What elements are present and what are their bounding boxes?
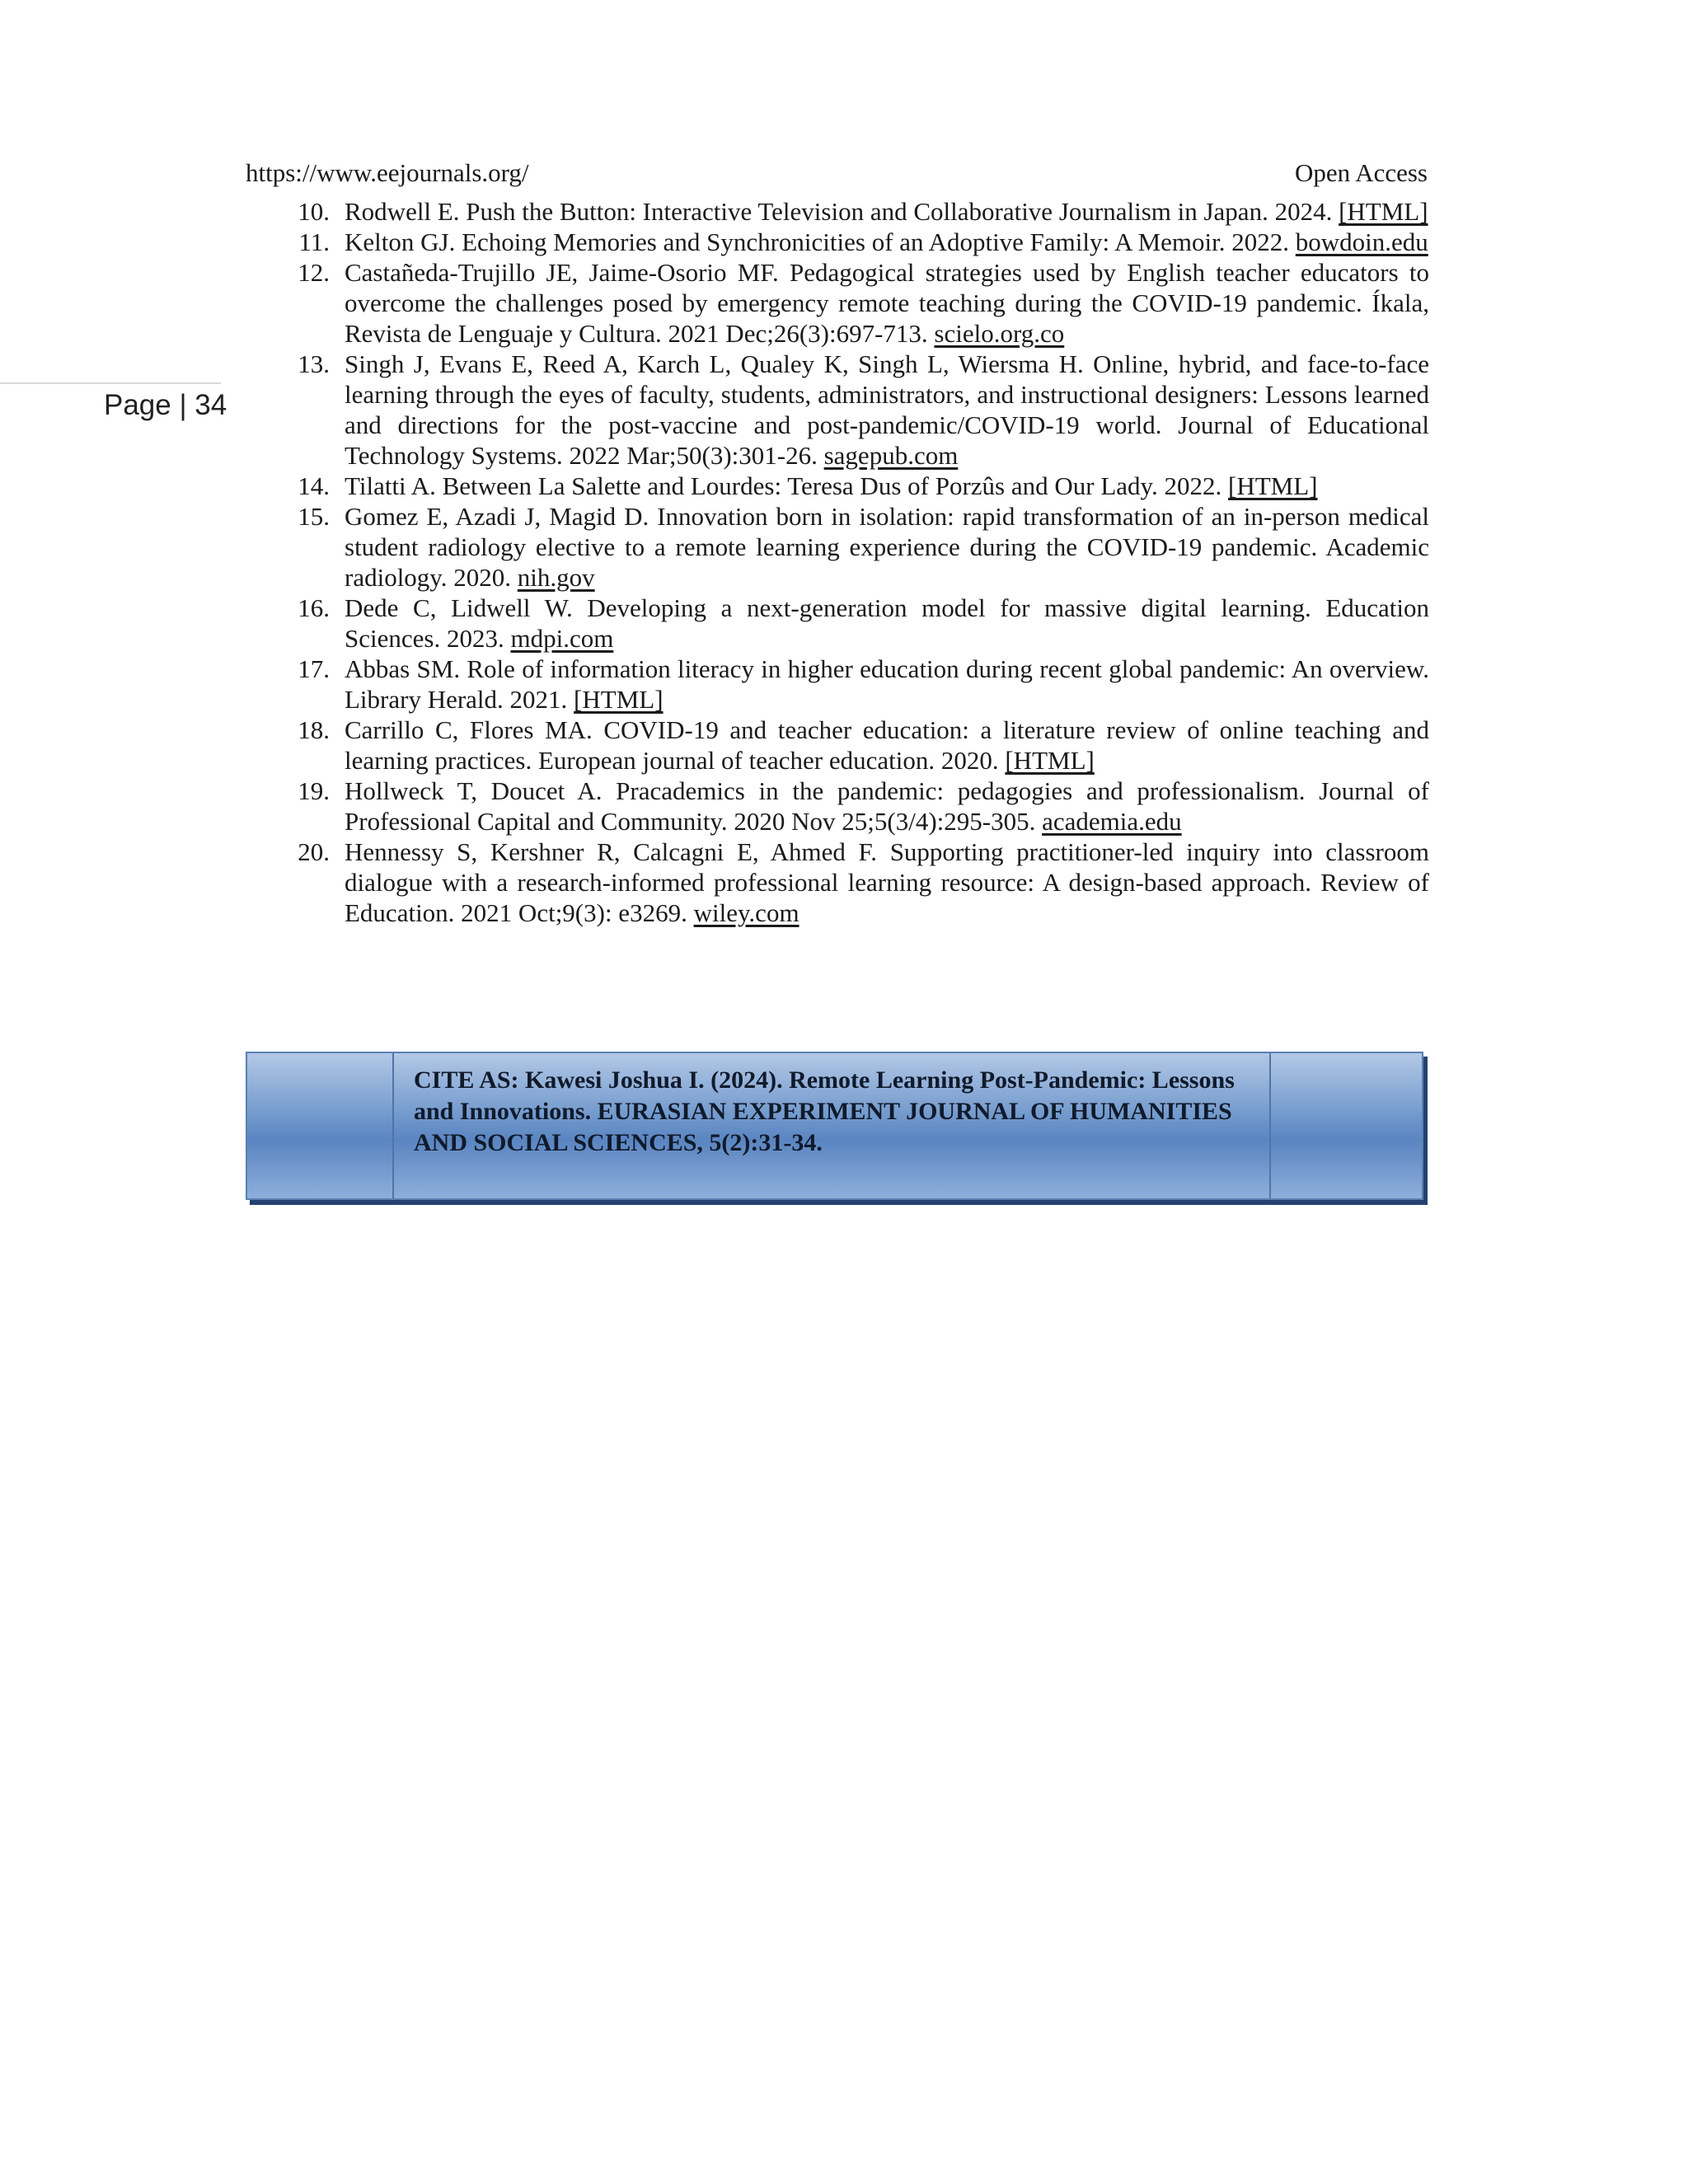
reference-text: Singh J, Evans E, Reed A, Karch L, Qualey K, Singh L, Wiersma H. Online, hybrid, and face-to-face learning through the eyes of faculty, students, administrators, and instructional designers: Lessons learned and directions for the post-vaccine and post-pandemic/COVID-19 world. Journal of Educational Technology Systems. 2022 Mar;50(3):301-26.	[345, 349, 1429, 470]
reference-list	[246, 196, 1429, 928]
reference-19	[246, 776, 1429, 837]
reference-13	[246, 349, 1429, 471]
reference-number: 15.	[298, 502, 330, 531]
reference-10	[246, 196, 1429, 227]
page-number: Page | 34	[104, 389, 227, 421]
reference-link[interactable]: [HTML]	[574, 685, 663, 714]
reference-12	[246, 257, 1429, 349]
reference-link[interactable]: [HTML]	[1005, 746, 1095, 775]
cite-box-divider-left	[392, 1053, 394, 1198]
reference-18	[246, 715, 1429, 776]
reference-number: 18.	[298, 715, 330, 744]
page-rule	[0, 382, 221, 384]
header-url: https://www.eejournals.org/	[246, 158, 529, 187]
reference-text: Kelton GJ. Echoing Memories and Synchronicities of an Adoptive Family: A Memoir. 2022.	[345, 227, 1296, 256]
reference-text: Tilatti A. Between La Salette and Lourdes: Teresa Dus of Porzûs and Our Lady. 2022.	[345, 471, 1228, 500]
cite-as-text: CITE AS: Kawesi Joshua I. (2024). Remote Learning Post-Pandemic: Lessons and Innovations. EURASIAN EXPERIMENT JOURNAL OF HUMANITIES AND SOCIAL SCIENCES, 5(2):31-34.	[414, 1066, 1235, 1156]
reference-number: 20.	[298, 837, 330, 866]
reference-17	[246, 654, 1429, 715]
reference-number: 10.	[298, 197, 330, 226]
reference-text: Dede C, Lidwell W. Developing a next-generation model for massive digital learning. Education Sciences. 2023.	[345, 593, 1429, 653]
reference-number: 11.	[298, 227, 330, 256]
reference-15	[246, 501, 1429, 593]
reference-link[interactable]: sagepub.com	[823, 441, 959, 470]
reference-link[interactable]: academia.edu	[1042, 807, 1182, 836]
reference-20	[246, 837, 1429, 928]
reference-11	[246, 227, 1429, 257]
reference-text: Abbas SM. Role of information literacy in higher education during recent global pandemic: An overview. Library Herald. 2021.	[345, 654, 1429, 714]
reference-text: Hollweck T, Doucet A. Pracademics in the pandemic: pedagogies and professionalism. Journal of Professional Capital and Community. 2020 Nov 25;5(3/4):295-305.	[345, 776, 1429, 836]
reference-number: 12.	[298, 258, 330, 287]
header-open-access: Open Access	[1295, 158, 1428, 187]
reference-link[interactable]: mdpi.com	[510, 624, 614, 653]
cite-box-divider-right	[1269, 1053, 1271, 1198]
reference-number: 16.	[298, 593, 330, 622]
reference-link[interactable]: [HTML]	[1339, 197, 1428, 226]
reference-link[interactable]: nih.gov	[517, 563, 595, 592]
reference-text: Castañeda-Trujillo JE, Jaime-Osorio MF. Pedagogical strategies used by English teacher educators to overcome the challenges posed by emergency remote teaching during the COVID-19 pandemic. Íkala, Revista de Lenguaje y Cultura. 2021 Dec;26(3):697-713.	[345, 258, 1429, 348]
reference-text: Rodwell E. Push the Button: Interactive Television and Collaborative Journalism in Japan. 2024.	[345, 197, 1339, 226]
reference-link[interactable]: scielo.org.co	[934, 319, 1065, 348]
cite-as-box	[246, 1052, 1423, 1200]
reference-link[interactable]: bowdoin.edu	[1295, 227, 1428, 256]
reference-14	[246, 471, 1429, 501]
reference-number: 14.	[298, 471, 330, 500]
reference-link[interactable]: [HTML]	[1228, 471, 1318, 500]
reference-number: 19.	[298, 776, 330, 805]
reference-number: 17.	[298, 654, 330, 683]
reference-text: Carrillo C, Flores MA. COVID-19 and teacher education: a literature review of online teaching and learning practices. European journal of teacher education. 2020.	[345, 715, 1429, 775]
reference-text: Hennessy S, Kershner R, Calcagni E, Ahmed F. Supporting practitioner-led inquiry into classroom dialogue with a research-informed professional learning resource: A design-based approach. Review of Education. 2021 Oct;9(3): e3269.	[345, 837, 1429, 927]
reference-16	[246, 593, 1429, 654]
reference-number: 13.	[298, 349, 330, 378]
reference-link[interactable]: wiley.com	[693, 898, 799, 927]
reference-text: Gomez E, Azadi J, Magid D. Innovation born in isolation: rapid transformation of an in-person medical student radiology elective to a remote learning experience during the COVID-19 pandemic. Academic radiology. 2020.	[345, 502, 1429, 592]
